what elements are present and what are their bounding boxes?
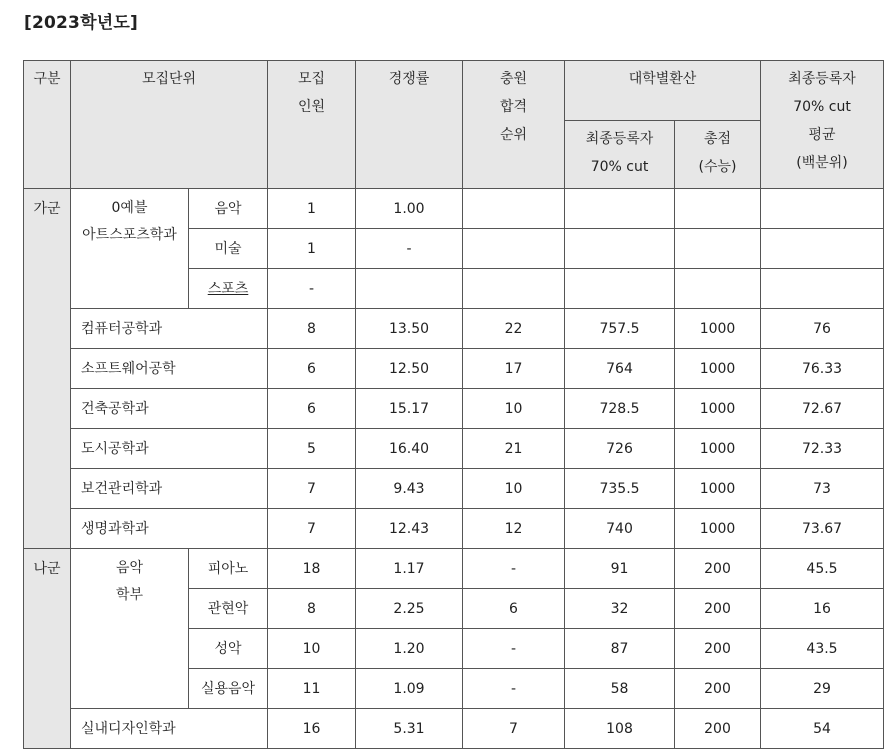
- recruit-cell: 7: [268, 509, 356, 549]
- rank-cell: 12: [463, 509, 565, 549]
- recruit-cell: 6: [268, 389, 356, 429]
- conv-total-cell: [675, 229, 761, 269]
- recruit-cell: 8: [268, 309, 356, 349]
- table-row: [24, 549, 884, 589]
- table-row: [24, 709, 884, 749]
- rank-cell: [463, 189, 565, 229]
- header-rank: 충원 합격 순위: [463, 61, 565, 189]
- table-row: [24, 309, 884, 349]
- competition-cell: 2.25: [356, 589, 463, 629]
- recruit-cell: 1: [268, 229, 356, 269]
- conv-cut-cell: 108: [565, 709, 675, 749]
- percentile-cell: [761, 229, 884, 269]
- recruit-cell: 18: [268, 549, 356, 589]
- percentile-cell: 29: [761, 669, 884, 709]
- percentile-cell: 76.33: [761, 349, 884, 389]
- percentile-cell: 16: [761, 589, 884, 629]
- percentile-cell: 73: [761, 469, 884, 509]
- major-cell: 음악: [189, 189, 268, 229]
- conv-cut-cell: 740: [565, 509, 675, 549]
- group-label-ga: 가군: [24, 189, 71, 549]
- unit-cell: 보건관리학과: [71, 469, 268, 509]
- competition-cell: 16.40: [356, 429, 463, 469]
- conv-cut-cell: 764: [565, 349, 675, 389]
- conv-total-cell: 1000: [675, 389, 761, 429]
- conv-cut-cell: 728.5: [565, 389, 675, 429]
- header-recruit: 모집 인원: [268, 61, 356, 189]
- header-conv: 대학별환산: [565, 61, 761, 121]
- unit-cell: 건축공학과: [71, 389, 268, 429]
- table-row: [24, 389, 884, 429]
- conv-cut-cell: 32: [565, 589, 675, 629]
- conv-total-cell: 1000: [675, 309, 761, 349]
- header-group: 구분: [24, 61, 71, 189]
- table-row: [24, 429, 884, 469]
- table-row: [24, 349, 884, 389]
- competition-cell: 9.43: [356, 469, 463, 509]
- conv-cut-cell: [565, 269, 675, 309]
- conv-cut-cell: 726: [565, 429, 675, 469]
- table-row: [24, 189, 884, 229]
- conv-cut-cell: 91: [565, 549, 675, 589]
- major-link[interactable]: 스포츠: [207, 280, 249, 297]
- rank-cell: 6: [463, 589, 565, 629]
- recruit-cell: 1: [268, 189, 356, 229]
- rank-cell: 7: [463, 709, 565, 749]
- header-conv-cut: 최종등록자 70% cut: [565, 121, 675, 189]
- table-row: [24, 469, 884, 509]
- conv-cut-cell: 735.5: [565, 469, 675, 509]
- unit-cell: 컴퓨터공학과: [71, 309, 268, 349]
- recruit-cell: 5: [268, 429, 356, 469]
- percentile-cell: 54: [761, 709, 884, 749]
- admission-results-table: [23, 60, 884, 749]
- competition-cell: 1.00: [356, 189, 463, 229]
- rank-cell: -: [463, 669, 565, 709]
- percentile-cell: 43.5: [761, 629, 884, 669]
- conv-total-cell: 200: [675, 629, 761, 669]
- rank-cell: 22: [463, 309, 565, 349]
- unit-arts-sports: 0예블 아트스포츠학과: [71, 189, 189, 309]
- group-label-na: 나군: [24, 549, 71, 749]
- rank-cell: 10: [463, 389, 565, 429]
- unit-cell: 소프트웨어공학: [71, 349, 268, 389]
- rank-cell: [463, 229, 565, 269]
- competition-cell: 5.31: [356, 709, 463, 749]
- rank-cell: -: [463, 549, 565, 589]
- competition-cell: 13.50: [356, 309, 463, 349]
- conv-total-cell: 1000: [675, 429, 761, 469]
- conv-total-cell: 1000: [675, 509, 761, 549]
- conv-total-cell: [675, 269, 761, 309]
- unit-cell: 실내디자인학과: [71, 709, 268, 749]
- recruit-cell: 7: [268, 469, 356, 509]
- major-cell: 관현악: [189, 589, 268, 629]
- competition-cell: 1.20: [356, 629, 463, 669]
- conv-cut-cell: 757.5: [565, 309, 675, 349]
- unit-cell: 생명과학과: [71, 509, 268, 549]
- unit-music-school: 음악 학부: [71, 549, 189, 709]
- rank-cell: 21: [463, 429, 565, 469]
- conv-total-cell: 1000: [675, 349, 761, 389]
- header-competition: 경쟁률: [356, 61, 463, 189]
- recruit-cell: 10: [268, 629, 356, 669]
- recruit-cell: 16: [268, 709, 356, 749]
- percentile-cell: 45.5: [761, 549, 884, 589]
- header-conv-total: 총점 (수능): [675, 121, 761, 189]
- percentile-cell: 72.33: [761, 429, 884, 469]
- unit-cell: 도시공학과: [71, 429, 268, 469]
- conv-cut-cell: [565, 229, 675, 269]
- recruit-cell: 11: [268, 669, 356, 709]
- major-cell: 피아노: [189, 549, 268, 589]
- competition-cell: 1.09: [356, 669, 463, 709]
- percentile-cell: [761, 189, 884, 229]
- major-cell: 성악: [189, 629, 268, 669]
- recruit-cell: 8: [268, 589, 356, 629]
- competition-cell: 12.43: [356, 509, 463, 549]
- header-percentile: 최종등록자 70% cut 평균 (백분위): [761, 61, 884, 189]
- percentile-cell: 76: [761, 309, 884, 349]
- percentile-cell: 72.67: [761, 389, 884, 429]
- competition-cell: [356, 269, 463, 309]
- conv-total-cell: 1000: [675, 469, 761, 509]
- table-row: [24, 509, 884, 549]
- conv-total-cell: 200: [675, 669, 761, 709]
- recruit-cell: -: [268, 269, 356, 309]
- competition-cell: 15.17: [356, 389, 463, 429]
- major-cell: 실용음악: [189, 669, 268, 709]
- competition-cell: 1.17: [356, 549, 463, 589]
- competition-cell: 12.50: [356, 349, 463, 389]
- conv-total-cell: [675, 189, 761, 229]
- page-title: [2023학년도]: [24, 13, 138, 33]
- major-cell: [189, 269, 268, 309]
- rank-cell: -: [463, 629, 565, 669]
- conv-cut-cell: 87: [565, 629, 675, 669]
- rank-cell: 10: [463, 469, 565, 509]
- recruit-cell: 6: [268, 349, 356, 389]
- conv-total-cell: 200: [675, 589, 761, 629]
- conv-total-cell: 200: [675, 549, 761, 589]
- rank-cell: [463, 269, 565, 309]
- percentile-cell: 73.67: [761, 509, 884, 549]
- conv-cut-cell: 58: [565, 669, 675, 709]
- conv-cut-cell: [565, 189, 675, 229]
- conv-total-cell: 200: [675, 709, 761, 749]
- header-unit: 모집단위: [71, 61, 268, 189]
- major-cell: 미술: [189, 229, 268, 269]
- competition-cell: -: [356, 229, 463, 269]
- percentile-cell: [761, 269, 884, 309]
- rank-cell: 17: [463, 349, 565, 389]
